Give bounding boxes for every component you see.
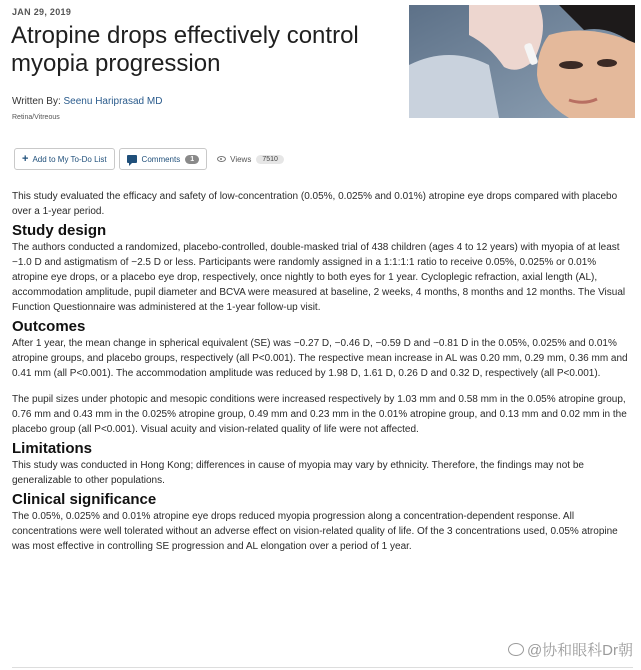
weibo-logo-icon — [508, 643, 524, 656]
outcomes-paragraph-2: The pupil sizes under photopic and mesopic conditions were increased respectively by 1.03 mm and 0.58 mm in the 0.05% atropine group, 0.76 mm and 0.43 mm in the 0.025% atropine group, 0.49 mm and 0.23 mm in the 0.01% atropine group, and 0.13 mm and 0.02 mm in the placebo group (all P<0.001). Visual acuity and vision-related quality of life were not affected. — [12, 394, 627, 435]
watermark-text: @协和眼科Dr朝 — [526, 642, 633, 659]
add-to-todo-label: Add to My To-Do List — [32, 154, 107, 164]
eye-icon — [217, 156, 226, 162]
article-title: Atropine drops effectively control myopia progression — [11, 22, 359, 77]
outcomes-paragraph-1: After 1 year, the mean change in spherical equivalent (SE) was −0.27 D, −0.46 D, −0.59 D and −0.81 D in the 0.05%, 0.025% and 0.01% atropine groups, and placebo groups, respectively (all P<0.001). The respective mean increase in AL was 0.20 mm, 0.29 mm, 0.36 mm and 0.41 mm (all P<0.001). The accommodation amplitude was reduced by 1.98 D, 1.61 D, 0.26 D and 0.32 D, respectively (all P<0.001). — [12, 338, 628, 379]
add-to-todo-button[interactable] — [14, 148, 115, 170]
intro-paragraph: This study evaluated the efficacy and safety of low-concentration (0.05%, 0.025% and 0.01%) atropine eye drops compared with placebo over a 1-year period. — [12, 191, 618, 217]
child-eye-drops-photo — [409, 5, 635, 118]
bottom-divider — [12, 667, 633, 668]
clinical-significance-paragraph: The 0.05%, 0.025% and 0.01% atropine eye drops reduced myopia progression along a concentration-dependent response. All concentrations were well tolerated without an adverse effect on vision-related quality of life. Of the 3 concentrations used, 0.05% atropine was most effective in controlling SE progression and AL elongation over a period of 1 year. — [12, 511, 618, 552]
article-date: JAN 29, 2019 — [12, 7, 72, 17]
plus-icon: + — [22, 153, 29, 165]
views-count-badge: 7510 — [256, 155, 284, 164]
clinical-significance-heading: Clinical significance — [12, 491, 157, 508]
byline-prefix: Written By: — [12, 96, 61, 107]
specialty-tag[interactable]: Retina/Vitreous — [12, 114, 60, 121]
comments-count-badge: 1 — [185, 155, 199, 164]
watermark — [508, 639, 633, 660]
views-indicator — [217, 155, 284, 164]
comments-label: Comments — [141, 154, 181, 164]
limitations-paragraph: This study was conducted in Hong Kong; differences in cause of myopia may vary by ethnicity. Therefore, the findings may not be generalizable to other populations. — [12, 460, 584, 486]
study-design-paragraph: The authors conducted a randomized, placebo-controlled, double-masked trial of 438 children (ages 4 to 12 years) with myopia of at least −1.0 D and astigmatism of −2.5 D or less. Participants were randomly assigned in a 1:1:1:1 ratio to receive 0.05%, 0.025% or 0.01% atropine eye drops, or a placebo eye drop, respectively, once nightly to both eyes for 1 year. Cycloplegic refraction, axial length (AL), accommodation amplitude, pupil diameter and BCVA were measured at baseline, 2 weeks, 4 months, 8 months and 12 months. The Visual Function Questionnaire was administered at the 1-year follow-up visit. — [12, 242, 626, 313]
comment-bubble-icon — [127, 155, 137, 163]
limitations-heading: Limitations — [12, 440, 93, 457]
comments-button[interactable] — [119, 148, 208, 170]
study-design-heading: Study design — [12, 222, 107, 239]
article-actions — [14, 148, 284, 170]
byline — [12, 96, 162, 107]
outcomes-heading: Outcomes — [12, 318, 86, 335]
article-body — [12, 189, 634, 554]
article-hero-image — [409, 5, 635, 118]
author-link[interactable]: Seenu Hariprasad MD — [63, 96, 163, 107]
paragraph-spacer — [12, 381, 634, 392]
views-label: Views — [230, 154, 252, 164]
